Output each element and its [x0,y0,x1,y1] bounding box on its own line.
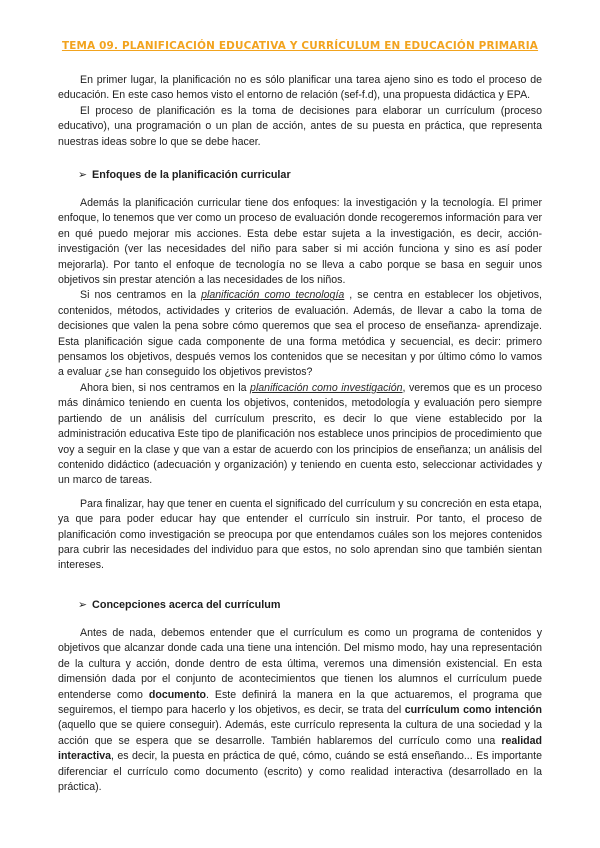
section1-paragraph-1: Además la planificación curricular tiene dos enfoques: la investigación y la tecnología. El primer enfoque, lo tenemos que ver como un proceso de evaluación donde recogeremos información para ver en qué puedo mejorar mis acciones. Esta debe estar sujeta a la investigación, es decir, acción-investigación (ver las necesidades del niño para saber si mi acción funciona y sino es así poder mejorarla). Por tanto el enfoque de tecnología no se lleva a cabo porque se basa en seguir unos objetivos sin prestar atención a las necesidades de los niños. [58,197,542,287]
section-heading-text: Enfoques de la planificación curricular [92,169,291,181]
section2-paragraph-1: Antes de nada, debemos entender que el currículum es como un programa de contenidos y objetivos que alcanzar donde cada una tiene una intención. Del mismo modo, hay una representación de la cultura y acción, donde dentro de esta última, veremos una dimensión existencial. En esta dimensión dada por el conjunto de acontecimientos que tienen los alumnos el currículum puede entenderse como documento. Este definirá la manera en la que actuaremos, el programa que seguiremos, el tiempo para hacerlo y los objetivos, es decir, se trata del currículum como intención (aquello que se quiere conseguir). Además, este currículo representa la cultura de una sociedad y la acción que se espera que se desarrolle. También hablaremos del currículo como una realidad interactiva, es decir, la puesta en práctica de qué, cómo, cuándo se está enseñando... Es importante diferenciar el currículo como documento (escrito) y como realidad interactiva (desarrollado en la práctica). [58,627,542,794]
section1-paragraph-4: Para finalizar, hay que tener en cuenta el significado del currículum y su concreción en esta etapa, ya que para poder educar hay que entender el currículo sin instruir. Por tanto, el proceso de planificación como investigación se preocupa por que entendamos cuáles son los mejores contenidos para cubrir las necesidades del individuo para que estos, no solo aprendan sino que también sientan intereses. [58,497,542,572]
section-heading-concepciones [78,598,280,611]
planificacion-investigacion-link[interactable]: planificación como investigación [250,381,403,394]
section-heading-text: Concepciones acerca del currículum [92,599,281,611]
arrow-bullet-icon: ➢ [78,599,88,611]
intro-paragraph-2: El proceso de planificación es la toma de decisiones para elaborar un currículum (proceso educativo), una programación o un plan de acción, antes de su puesta en práctica, que representa nuestras ideas sobre lo que se debe hacer. [58,104,542,148]
section1-block [58,196,542,574]
term-curriculum-intencion: currículum como intención [404,704,542,717]
section2-block [58,626,542,795]
section1-paragraph-2: Si nos centramos en la planificación como tecnología , se centra en establecer los objetivos, contenidos, métodos, actividades y criterios de evaluación. Además, de llevar a cabo la toma de decisiones que valen la pena sobre cómo queremos que sea el proceso de enseñanza- aprendizaje. Esta planificación sigue cada componente de una forma metódica y secuencial, es decir: primero pensamos los objetivos, después vemos los contenidos que se necesitan y por último cómo lo vamos a evaluar ¿se han conseguido los objetivos previstos? [58,289,543,379]
arrow-bullet-icon: ➢ [78,169,88,181]
planificacion-tecnologia-link[interactable]: planificación como tecnología [201,289,345,302]
section-heading-enfoques [78,168,291,181]
term-realidad-interactiva: realidad interactiva [58,734,542,763]
page-title: TEMA 09. PLANIFICACIÓN EDUCATIVA Y CURRÍCULUM EN EDUCACIÓN PRIMARIA [61,40,539,52]
intro-paragraph-1: En primer lugar, la planificación no es sólo planificar una tarea ajeno sino es todo el proceso de educación. En este caso hemos visto el entorno de relación (sef-f.d), una propuesta didáctica y EPA. [58,74,542,102]
term-documento: documento [148,688,206,701]
intro-block [58,73,542,150]
section1-paragraph-3: Ahora bien, si nos centramos en la planificación como investigación, veremos que es un proceso más dinámico teniendo en cuenta los objetivos, contenidos, metodología y evaluación pero siempre partiendo de un análisis del currículum prescrito, es decir lo que viene establecido por la administración educativa Este tipo de planificación nos establece unos principios de procedimiento que voy a seguir en la clase y que van a estar de acuerdo con los principios de enseñanza; un análisis del contenido didáctico (adecuación y organización) y teniendo en cuenta esto, seleccionar actividades y un marco de tareas. [58,381,542,487]
